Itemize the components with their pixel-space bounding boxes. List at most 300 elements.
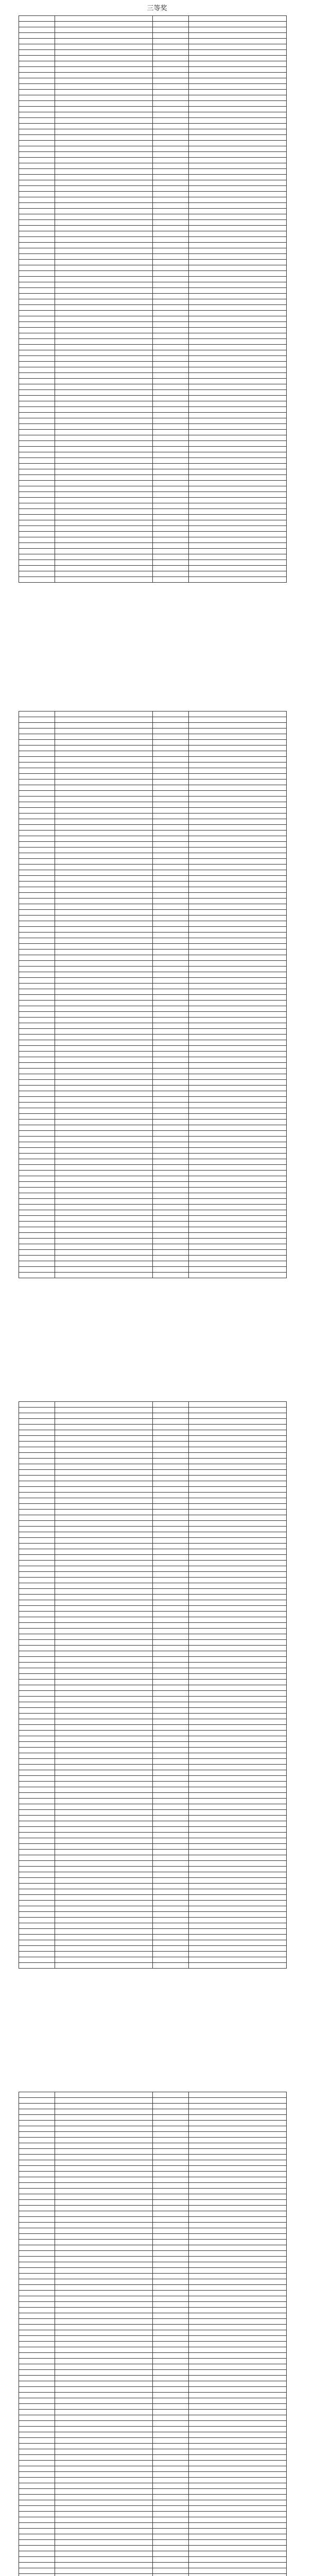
school-name-cell — [189, 1674, 287, 1680]
school-name-cell — [189, 2313, 287, 2319]
school-name-cell — [189, 1108, 287, 1114]
table-row — [19, 740, 287, 745]
school-name-cell — [189, 2512, 287, 2517]
student-name-cell — [19, 158, 55, 163]
student-name-cell — [153, 277, 189, 282]
student-name-cell — [153, 498, 189, 503]
school-name-cell — [189, 277, 287, 282]
student-name-cell — [153, 333, 189, 339]
student-name-cell — [19, 2319, 55, 2325]
student-name-cell — [153, 254, 189, 260]
student-name-cell — [153, 2251, 189, 2257]
school-name-cell — [189, 1131, 287, 1137]
student-name-cell — [19, 1063, 55, 1069]
school-name-cell — [55, 2512, 153, 2517]
table-row — [19, 1935, 287, 1940]
school-name-cell — [55, 842, 153, 848]
table-row — [19, 723, 287, 728]
table-row — [19, 1918, 287, 1923]
school-name-cell — [189, 2546, 287, 2551]
student-name-cell — [19, 1918, 55, 1923]
school-name-cell — [189, 1239, 287, 1244]
school-name-cell — [189, 537, 287, 543]
school-name-cell — [55, 2455, 153, 2461]
student-name-cell — [19, 1018, 55, 1023]
school-name-cell — [55, 328, 153, 333]
school-name-cell — [55, 1052, 153, 1057]
table-row — [19, 526, 287, 532]
table-row — [19, 248, 287, 254]
school-name-cell — [189, 1069, 287, 1074]
table-row — [19, 1267, 287, 1273]
student-name-cell — [19, 537, 55, 543]
student-name-cell — [19, 2506, 55, 2512]
school-name-cell — [55, 1453, 153, 1459]
school-name-cell — [189, 469, 287, 475]
student-name-cell — [19, 1634, 55, 1640]
table-row — [19, 1063, 287, 1069]
student-name-cell — [153, 2449, 189, 2455]
student-name-cell — [153, 757, 189, 762]
student-name-cell — [153, 1776, 189, 1782]
student-name-cell — [19, 1855, 55, 1861]
student-name-cell — [153, 2506, 189, 2512]
school-name-cell — [189, 1402, 287, 1408]
school-name-cell — [189, 299, 287, 305]
student-name-cell — [153, 169, 189, 175]
school-name-cell — [189, 95, 287, 101]
student-name-cell — [153, 1171, 189, 1176]
table-row — [19, 1606, 287, 1612]
student-name-cell — [153, 362, 189, 367]
student-name-cell — [19, 1029, 55, 1035]
school-name-cell — [55, 1273, 153, 1278]
student-name-cell — [19, 56, 55, 61]
school-name-cell — [189, 2353, 287, 2359]
student-name-cell — [19, 373, 55, 379]
student-name-cell — [19, 362, 55, 367]
school-name-cell — [189, 384, 287, 390]
school-name-cell — [55, 2359, 153, 2364]
school-name-cell — [189, 1413, 287, 1419]
table-row — [19, 118, 287, 124]
student-name-cell — [19, 1674, 55, 1680]
table-row — [19, 1527, 287, 1532]
table-row — [19, 2285, 287, 2291]
student-name-cell — [153, 1651, 189, 1657]
student-name-cell — [19, 1816, 55, 1821]
student-name-cell — [19, 1006, 55, 1012]
student-name-cell — [153, 1595, 189, 1600]
student-name-cell — [19, 107, 55, 112]
school-name-cell — [55, 1600, 153, 1606]
school-name-cell — [55, 1057, 153, 1063]
school-name-cell — [55, 796, 153, 802]
school-name-cell — [55, 2466, 153, 2472]
school-name-cell — [189, 214, 287, 220]
table-row — [19, 2381, 287, 2387]
school-name-cell — [55, 2330, 153, 2336]
student-name-cell — [19, 118, 55, 124]
table-row — [19, 203, 287, 209]
table-row — [19, 2200, 287, 2206]
table-row — [19, 492, 287, 498]
school-name-cell — [189, 1097, 287, 1103]
table-row — [19, 401, 287, 407]
award-table-section-1 — [19, 15, 287, 583]
school-name-cell — [189, 1006, 287, 1012]
school-name-cell — [55, 101, 153, 107]
school-name-cell — [189, 2132, 287, 2138]
school-name-cell — [55, 876, 153, 882]
student-name-cell — [153, 22, 189, 27]
school-name-cell — [189, 1697, 287, 1702]
student-name-cell — [153, 107, 189, 112]
student-name-cell — [153, 226, 189, 231]
school-name-cell — [189, 566, 287, 571]
school-name-cell — [55, 1029, 153, 1035]
school-name-cell — [55, 1606, 153, 1612]
school-name-cell — [55, 1884, 153, 1889]
school-name-cell — [189, 1521, 287, 1527]
school-name-cell — [189, 1561, 287, 1566]
table-row — [19, 2364, 287, 2370]
table-row — [19, 362, 287, 367]
school-name-cell — [55, 1946, 153, 1952]
student-name-cell — [153, 458, 189, 464]
student-name-cell — [153, 1640, 189, 1646]
student-name-cell — [153, 1935, 189, 1940]
table-row — [19, 791, 287, 796]
school-name-cell — [55, 1736, 153, 1742]
student-name-cell — [153, 1012, 189, 1018]
table-row — [19, 333, 287, 339]
school-name-cell — [189, 1889, 287, 1895]
school-name-cell — [189, 1595, 287, 1600]
student-name-cell — [153, 2285, 189, 2291]
school-name-cell — [55, 791, 153, 796]
school-name-cell — [189, 101, 287, 107]
student-name-cell — [19, 1086, 55, 1091]
school-name-cell — [189, 390, 287, 396]
student-name-cell — [153, 135, 189, 141]
school-name-cell — [55, 1080, 153, 1086]
student-name-cell — [153, 209, 189, 214]
student-name-cell — [19, 316, 55, 322]
student-name-cell — [19, 498, 55, 503]
school-name-cell — [189, 933, 287, 938]
student-name-cell — [19, 1267, 55, 1273]
table-row — [19, 2194, 287, 2200]
school-name-cell — [189, 1256, 287, 1261]
student-name-cell — [19, 503, 55, 509]
school-name-cell — [189, 322, 287, 328]
school-name-cell — [55, 1623, 153, 1629]
school-name-cell — [55, 520, 153, 526]
student-name-cell — [19, 1419, 55, 1425]
school-name-cell — [55, 1731, 153, 1736]
student-name-cell — [19, 2308, 55, 2313]
school-name-cell — [55, 1748, 153, 1753]
school-name-cell — [55, 390, 153, 396]
table-row — [19, 1929, 287, 1935]
student-name-cell — [153, 955, 189, 961]
student-name-cell — [153, 2189, 189, 2194]
student-name-cell — [19, 1148, 55, 1154]
table-row — [19, 745, 287, 751]
school-name-cell — [55, 1120, 153, 1125]
table-row — [19, 1668, 287, 1674]
student-name-cell — [153, 1912, 189, 1918]
student-name-cell — [19, 1481, 55, 1487]
table-row — [19, 2466, 287, 2472]
student-name-cell — [153, 95, 189, 101]
table-row — [19, 141, 287, 146]
school-name-cell — [189, 2194, 287, 2200]
school-name-cell — [55, 1510, 153, 1515]
school-name-cell — [189, 751, 287, 757]
student-name-cell — [19, 2546, 55, 2551]
student-name-cell — [153, 50, 189, 56]
school-name-cell — [189, 311, 287, 316]
school-name-cell — [189, 515, 287, 520]
student-name-cell — [153, 1810, 189, 1816]
student-name-cell — [153, 1957, 189, 1963]
school-name-cell — [189, 475, 287, 481]
school-name-cell — [189, 129, 287, 135]
school-name-cell — [55, 1708, 153, 1714]
school-name-cell — [189, 2404, 287, 2410]
student-name-cell — [153, 2132, 189, 2138]
student-name-cell — [19, 1765, 55, 1770]
school-name-cell — [55, 1063, 153, 1069]
student-name-cell — [19, 180, 55, 186]
table-row — [19, 271, 287, 277]
table-row — [19, 243, 287, 248]
student-name-cell — [19, 430, 55, 435]
school-name-cell — [189, 2308, 287, 2313]
school-name-cell — [189, 1872, 287, 1878]
school-name-cell — [55, 819, 153, 825]
school-name-cell — [55, 1419, 153, 1425]
student-name-cell — [153, 1504, 189, 1510]
school-name-cell — [55, 1205, 153, 1210]
school-name-cell — [55, 1804, 153, 1810]
table-row — [19, 339, 287, 345]
student-name-cell — [19, 723, 55, 728]
table-row — [19, 50, 287, 56]
school-name-cell — [55, 2563, 153, 2568]
student-name-cell — [19, 2268, 55, 2274]
student-name-cell — [153, 1419, 189, 1425]
table-row — [19, 1273, 287, 1278]
school-name-cell — [55, 169, 153, 175]
school-name-cell — [55, 1861, 153, 1867]
student-name-cell — [19, 1544, 55, 1549]
school-name-cell — [189, 1244, 287, 1250]
school-name-cell — [189, 33, 287, 39]
school-name-cell — [55, 2262, 153, 2268]
school-name-cell — [189, 260, 287, 265]
student-name-cell — [153, 1510, 189, 1515]
school-name-cell — [55, 2257, 153, 2262]
student-name-cell — [153, 1668, 189, 1674]
school-name-cell — [189, 1532, 287, 1538]
school-name-cell — [189, 1929, 287, 1935]
student-name-cell — [19, 2472, 55, 2478]
table-row — [19, 175, 287, 180]
school-name-cell — [189, 1912, 287, 1918]
school-name-cell — [55, 1103, 153, 1108]
school-name-cell — [189, 435, 287, 441]
school-name-cell — [55, 254, 153, 260]
student-name-cell — [19, 2115, 55, 2121]
school-name-cell — [189, 180, 287, 186]
school-name-cell — [189, 226, 287, 231]
student-name-cell — [19, 2189, 55, 2194]
student-name-cell — [19, 836, 55, 842]
school-name-cell — [55, 910, 153, 916]
table-row — [19, 413, 287, 418]
student-name-cell — [153, 152, 189, 158]
school-name-cell — [189, 848, 287, 853]
school-name-cell — [55, 175, 153, 180]
school-name-cell — [55, 95, 153, 101]
student-name-cell — [153, 2245, 189, 2251]
student-name-cell — [19, 2404, 55, 2410]
student-name-cell — [19, 848, 55, 853]
table-row — [19, 2506, 287, 2512]
school-name-cell — [55, 1685, 153, 1691]
student-name-cell — [153, 1159, 189, 1165]
school-name-cell — [189, 356, 287, 362]
student-name-cell — [153, 2143, 189, 2149]
student-name-cell — [19, 311, 55, 316]
student-name-cell — [19, 2563, 55, 2568]
student-name-cell — [153, 972, 189, 978]
student-name-cell — [153, 1487, 189, 1493]
student-name-cell — [153, 67, 189, 73]
school-name-cell — [189, 367, 287, 373]
table-row — [19, 2189, 287, 2194]
school-name-cell — [189, 1770, 287, 1776]
school-name-cell — [189, 577, 287, 583]
student-name-cell — [19, 452, 55, 458]
student-name-cell — [19, 2296, 55, 2302]
school-name-cell — [189, 955, 287, 961]
school-name-cell — [55, 464, 153, 469]
student-name-cell — [19, 2302, 55, 2308]
table-row — [19, 972, 287, 978]
school-name-cell — [189, 1222, 287, 1227]
table-row — [19, 1544, 287, 1549]
school-name-cell — [55, 1493, 153, 1498]
school-name-cell — [55, 2410, 153, 2415]
table-row — [19, 779, 287, 785]
school-name-cell — [55, 831, 153, 836]
student-name-cell — [153, 503, 189, 509]
student-name-cell — [153, 1052, 189, 1057]
student-name-cell — [153, 950, 189, 955]
table-row — [19, 1538, 287, 1544]
school-name-cell — [189, 1957, 287, 1963]
student-name-cell — [19, 2183, 55, 2189]
school-name-cell — [55, 723, 153, 728]
student-name-cell — [153, 1001, 189, 1006]
student-name-cell — [19, 1057, 55, 1063]
school-name-cell — [189, 1023, 287, 1029]
student-name-cell — [153, 728, 189, 734]
student-name-cell — [153, 1589, 189, 1595]
student-name-cell — [153, 1239, 189, 1244]
school-name-cell — [55, 2126, 153, 2132]
school-name-cell — [189, 135, 287, 141]
student-name-cell — [153, 571, 189, 577]
school-name-cell — [189, 373, 287, 379]
table-row — [19, 1425, 287, 1430]
student-name-cell — [153, 1708, 189, 1714]
school-name-cell — [55, 1578, 153, 1583]
student-name-cell — [153, 1057, 189, 1063]
student-name-cell — [19, 61, 55, 67]
school-name-cell — [55, 2381, 153, 2387]
student-name-cell — [153, 745, 189, 751]
school-name-cell — [189, 2234, 287, 2240]
school-name-cell — [189, 67, 287, 73]
school-name-cell — [189, 2364, 287, 2370]
student-name-cell — [153, 751, 189, 757]
student-name-cell — [153, 1827, 189, 1833]
student-name-cell — [19, 1159, 55, 1165]
student-name-cell — [153, 1120, 189, 1125]
student-name-cell — [153, 1476, 189, 1481]
student-name-cell — [19, 192, 55, 197]
school-name-cell — [189, 745, 287, 751]
student-name-cell — [153, 56, 189, 61]
table-row — [19, 2279, 287, 2285]
table-row — [19, 785, 287, 791]
student-name-cell — [153, 203, 189, 209]
school-name-cell — [189, 1493, 287, 1498]
school-name-cell — [189, 921, 287, 927]
school-name-cell — [55, 808, 153, 814]
school-name-cell — [55, 1193, 153, 1199]
school-name-cell — [189, 2500, 287, 2506]
student-name-cell — [153, 1154, 189, 1159]
school-name-cell — [55, 1646, 153, 1651]
student-name-cell — [19, 1216, 55, 1222]
school-name-cell — [189, 1787, 287, 1793]
student-name-cell — [19, 1493, 55, 1498]
school-name-cell — [55, 2376, 153, 2381]
school-name-cell — [55, 2166, 153, 2172]
school-name-cell — [189, 2138, 287, 2143]
school-name-cell — [55, 1838, 153, 1844]
school-name-cell — [55, 1952, 153, 1957]
school-name-cell — [55, 814, 153, 819]
school-name-cell — [189, 734, 287, 740]
table-row — [19, 1753, 287, 1759]
school-name-cell — [189, 243, 287, 248]
student-name-cell — [19, 2138, 55, 2143]
school-name-cell — [55, 1023, 153, 1029]
student-name-cell — [153, 2415, 189, 2421]
table-row — [19, 2568, 287, 2574]
student-name-cell — [153, 163, 189, 169]
student-name-cell — [153, 1430, 189, 1436]
student-name-cell — [153, 1629, 189, 1634]
school-name-cell — [189, 2200, 287, 2206]
